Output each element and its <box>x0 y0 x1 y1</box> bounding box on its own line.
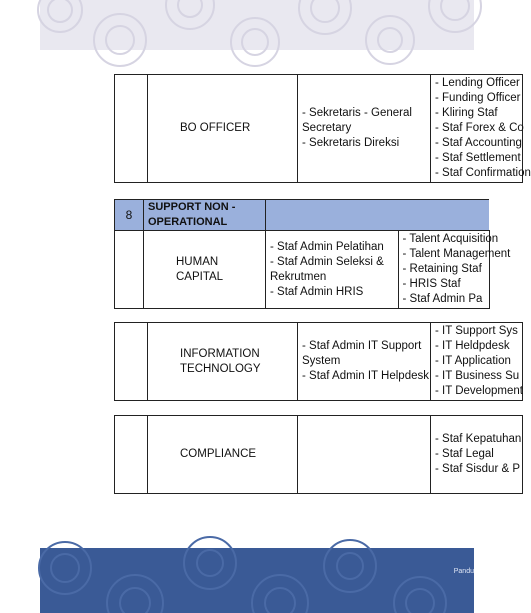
compliance-table <box>114 415 523 494</box>
role-item: - Staf Accounting <box>435 137 522 149</box>
staff-list <box>298 323 431 401</box>
staff-item: - Staf Admin HRIS <box>270 285 364 298</box>
role-item: - HRIS Staf <box>402 278 461 290</box>
footer-decorative-band <box>40 548 474 613</box>
role-item: - Staf Confirmation <box>435 167 531 179</box>
role-item: - Staf Admin Pa <box>402 293 483 305</box>
role-item: - IT Business Su <box>435 370 520 382</box>
section-header-row <box>115 200 490 231</box>
role-list <box>431 323 523 401</box>
row-number-cell <box>115 231 144 309</box>
section-number: 8 <box>115 200 144 231</box>
role-item: - Retaining Staf <box>402 263 482 275</box>
role-list <box>431 75 531 183</box>
role-item: - Lending Officer <box>435 77 520 89</box>
section-title: SUPPORT NON - OPERATIONAL <box>148 201 236 228</box>
role-item: - IT Application <box>435 355 511 367</box>
role-item: - Funding Officer <box>435 92 521 104</box>
role-item: - Staf Forex & Co <box>435 122 524 134</box>
header-decorative-band <box>40 0 474 50</box>
staff-list <box>298 416 431 494</box>
information-technology-table <box>114 322 523 401</box>
role-item: - Staf Kepatuhan <box>435 433 522 445</box>
bo-officer-table <box>114 74 531 183</box>
row-number-cell <box>115 416 148 494</box>
footer-text: Pandu <box>453 568 474 575</box>
role-item: - Kliring Staf <box>435 107 498 119</box>
header-blank-cell <box>398 200 489 231</box>
staff-item: - Staf Admin Seleksi & Rekrutmen <box>270 255 384 283</box>
row-number-cell <box>115 323 148 401</box>
role-item: - IT Heldpdesk <box>435 340 510 352</box>
floral-pattern-icon <box>40 548 474 613</box>
role-item: - Staf Legal <box>435 448 494 460</box>
staff-item: - Sekretaris Direksi <box>302 137 400 149</box>
role-item: - Talent Management <box>402 248 511 260</box>
unit-name: INFORMATION TECHNOLOGY <box>148 323 298 401</box>
role-item: - Talent Acquisition <box>402 233 499 245</box>
section-title-cell <box>144 200 266 231</box>
role-list <box>398 231 511 309</box>
floral-pattern-icon <box>40 0 474 50</box>
role-item: - Staf Settlement <box>435 152 521 164</box>
role-item: - IT Support Sys <box>435 325 518 337</box>
staff-item: - Staf Admin IT Helpdesk <box>302 370 429 382</box>
staff-item: - Sekretaris - General Secretary <box>302 107 412 134</box>
support-section-table <box>114 199 511 309</box>
role-list <box>431 416 523 494</box>
staff-item: - Staf Admin Pelatihan <box>270 240 384 253</box>
unit-name: BO OFFICER <box>148 75 298 183</box>
header-blank-cell <box>266 200 399 231</box>
unit-name: COMPLIANCE <box>148 416 298 494</box>
role-item: - Staf Sisdur & P <box>435 463 521 475</box>
row-number-cell <box>115 75 148 183</box>
staff-item: - Staf Admin IT Support System <box>302 340 422 367</box>
role-item: - IT Development <box>435 385 523 397</box>
unit-name: HUMAN CAPITAL <box>144 231 266 309</box>
staff-list <box>298 75 431 183</box>
staff-list <box>266 231 399 309</box>
